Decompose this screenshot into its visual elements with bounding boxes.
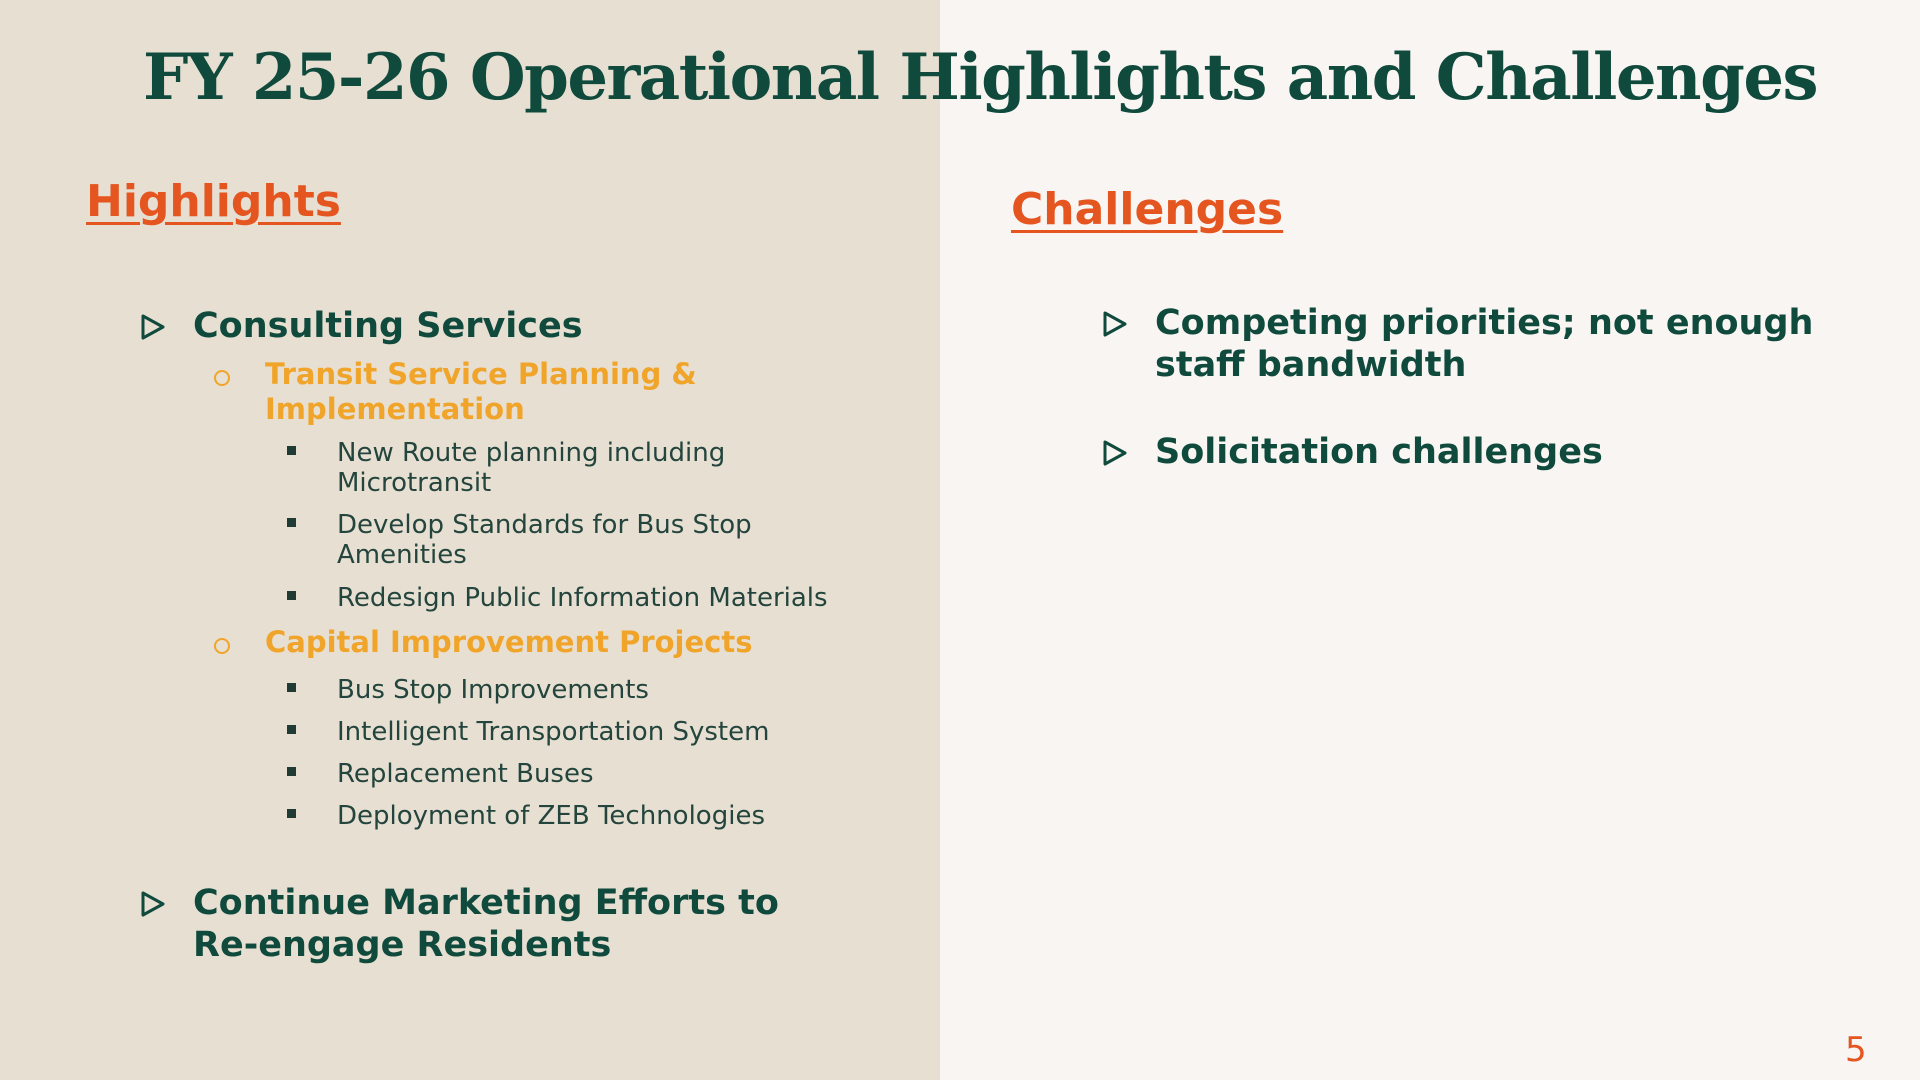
point-bus-stop-improvements: Bus Stop Improvements xyxy=(337,675,649,705)
square-filled-icon xyxy=(287,767,296,776)
triangle-outline-icon xyxy=(1102,310,1128,338)
highlights-heading: Highlights xyxy=(86,176,341,227)
square-filled-icon xyxy=(287,591,296,600)
point-redesign-public-info: Redesign Public Information Materials xyxy=(337,583,828,613)
point-bus-stop-standards: Develop Standards for Bus Stop Amenities xyxy=(337,510,752,570)
challenge-item-competing-priorities: Competing priorities; not enough staff bandwidth xyxy=(1155,303,1814,385)
highlight-item-consulting-services: Consulting Services xyxy=(193,306,583,346)
point-zeb-technologies: Deployment of ZEB Technologies xyxy=(337,801,765,831)
circle-outline-icon xyxy=(214,370,230,386)
square-filled-icon xyxy=(287,446,296,455)
point-intelligent-transportation: Intelligent Transportation System xyxy=(337,717,770,747)
slide-title: FY 25-26 Operational Highlights and Challenges xyxy=(142,40,1818,115)
triangle-outline-icon xyxy=(1102,439,1128,467)
subitem-capital-improvement-projects: Capital Improvement Projects xyxy=(265,625,753,659)
triangle-outline-icon xyxy=(140,313,166,341)
square-filled-icon xyxy=(287,683,296,692)
page-number: 5 xyxy=(1845,1030,1867,1070)
triangle-outline-icon xyxy=(140,890,166,918)
point-replacement-buses: Replacement Buses xyxy=(337,759,594,789)
square-filled-icon xyxy=(287,809,296,818)
challenges-heading: Challenges xyxy=(1011,184,1284,235)
square-filled-icon xyxy=(287,725,296,734)
challenge-item-solicitation: Solicitation challenges xyxy=(1155,432,1603,472)
subitem-transit-service-planning: Transit Service Planning & Implementation xyxy=(265,357,697,426)
highlight-item-marketing-efforts: Continue Marketing Efforts to Re-engage Residents xyxy=(193,883,779,965)
point-new-route-planning: New Route planning including Microtransit xyxy=(337,438,726,498)
circle-outline-icon xyxy=(214,638,230,654)
challenges-panel xyxy=(940,0,1920,1080)
square-filled-icon xyxy=(287,518,296,527)
